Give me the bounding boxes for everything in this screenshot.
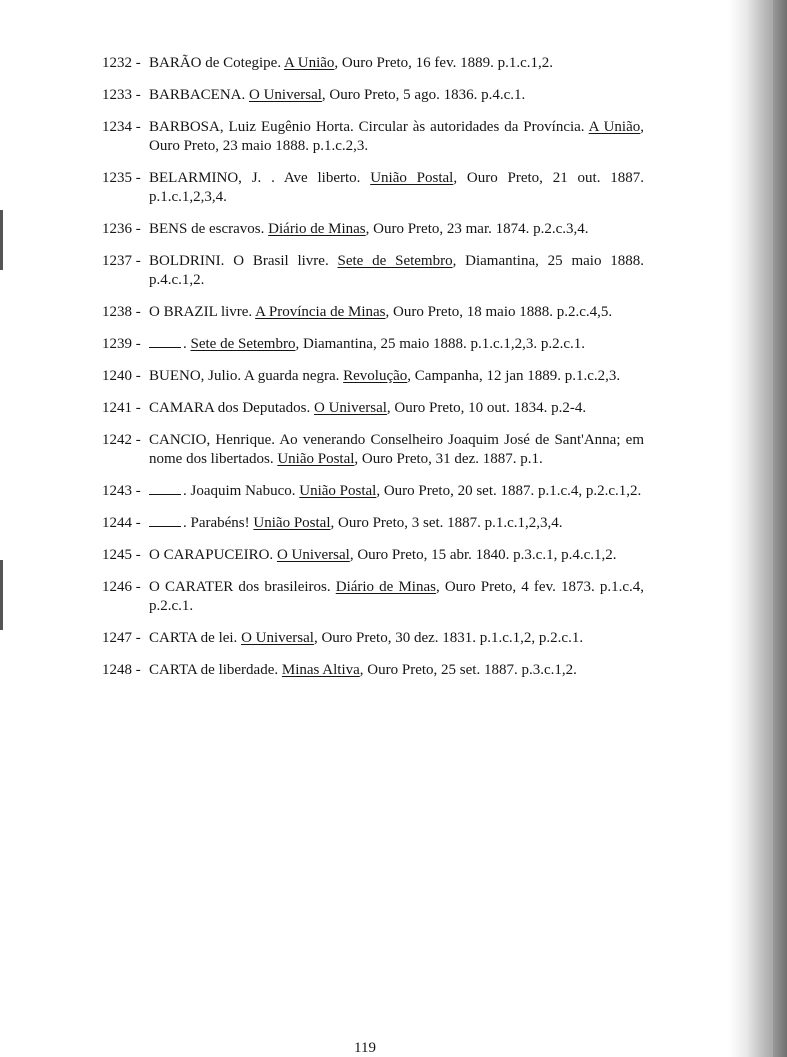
entry-number: 1248 - (102, 662, 141, 678)
entry-title: BOLDRINI. O Brasil livre. (149, 253, 338, 269)
entry-citation: , Ouro Preto, 10 out. 1834. p.2-4. (386, 400, 587, 416)
entry-title: . (183, 336, 191, 352)
entry-title: O CARAPUCEIRO. (149, 547, 277, 563)
entry-number: 1246 - (102, 579, 141, 595)
bibliography-entry (104, 482, 644, 501)
bibliography-entry (104, 431, 644, 469)
entry-number: 1232 - (102, 55, 141, 71)
entry-citation: , Diamantina, 25 maio 1888. p.4.c.1,2. (149, 253, 645, 288)
entry-title: CARTA de liberdade. (149, 662, 282, 678)
entry-number: 1239 - (102, 336, 141, 352)
entry-number: 1242 - (102, 432, 141, 448)
entry-citation: , Ouro Preto, 18 maio 1888. p.2.c.4,5. (385, 304, 613, 320)
entry-title: BARBACENA. (149, 87, 250, 103)
scan-mark (0, 560, 3, 630)
entry-citation: , Ouro Preto, 5 ago. 1836. p.4.c.1. (321, 87, 526, 103)
bibliography-entry (104, 169, 644, 207)
journal-name: A União (588, 119, 641, 135)
entry-title: CANCIO, Henrique. Ao venerando Conselheiro Joaquim José de Sant'Anna; em nome dos libertados. (149, 432, 644, 467)
entry-citation: , Ouro Preto, 3 set. 1887. p.1.c.1,2,3,4. (330, 515, 563, 531)
page-number: 119 (354, 1040, 376, 1056)
entry-title: BARBOSA, Luiz Eugênio Horta. Circular às autoridades da Província. (149, 119, 589, 135)
journal-name: O Universal (314, 400, 387, 416)
entry-number: 1233 - (102, 87, 141, 103)
entry-number: 1236 - (102, 221, 141, 237)
entry-number: 1241 - (102, 400, 141, 416)
entry-number: 1237 - (102, 253, 141, 269)
entry-citation: , Campanha, 12 jan 1889. p.1.c.2,3. (407, 368, 621, 384)
entry-number: 1244 - (102, 515, 141, 531)
entry-number: 1238 - (102, 304, 141, 320)
entry-citation: , Ouro Preto, 20 set. 1887. p.1.c.4, p.2.c.1,2. (376, 483, 642, 499)
bibliography-entry (104, 303, 644, 322)
bibliography-entry (104, 514, 644, 533)
entry-citation: , Ouro Preto, 16 fev. 1889. p.1.c.1,2. (334, 55, 553, 71)
journal-name: União Postal (277, 451, 355, 467)
bibliography-entry (104, 661, 644, 680)
repeated-author-blank (149, 482, 181, 495)
entry-number: 1240 - (102, 368, 141, 384)
scan-mark (0, 210, 3, 270)
bibliography-entry (104, 54, 644, 73)
entry-citation: , Ouro Preto, 31 dez. 1887. p.1. (354, 451, 543, 467)
journal-name: União Postal (299, 483, 377, 499)
bibliography-entry (104, 335, 644, 354)
bibliography-entry (104, 578, 644, 616)
entry-number: 1247 - (102, 630, 141, 646)
journal-name: Minas Altiva (281, 662, 360, 678)
entry-number: 1243 - (102, 483, 141, 499)
entry-title: . Parabéns! (183, 515, 254, 531)
page-edge-dark (773, 0, 787, 1057)
entry-number: 1245 - (102, 547, 141, 563)
entry-title: CARTA de lei. (149, 630, 242, 646)
bibliography-entry (104, 86, 644, 105)
journal-name: A União (284, 55, 335, 71)
journal-name: Revolução (343, 368, 408, 384)
entry-citation: , Diamantina, 25 maio 1888. p.1.c.1,2,3. p.2.c.1. (295, 336, 586, 352)
bibliography-entry (104, 629, 644, 648)
entry-title: . Joaquim Nabuco. (183, 483, 300, 499)
bibliography-entry (104, 399, 644, 418)
entry-title: BARÃO de Cotegipe. (149, 55, 284, 71)
bibliography-entry (104, 252, 644, 290)
entry-title: BENS de escravos. (149, 221, 269, 237)
journal-name: União Postal (370, 170, 454, 186)
entry-title: CAMARA dos Deputados. (149, 400, 315, 416)
entry-citation: , Ouro Preto, 4 fev. 1873. p.1.c.4, p.2.c.1. (149, 579, 644, 614)
journal-name: A Província de Minas (255, 304, 386, 320)
repeated-author-blank (149, 335, 181, 348)
bibliography-entry (104, 220, 644, 239)
entry-citation: , Ouro Preto, 15 abr. 1840. p.3.c.1, p.4.c.1,2. (349, 547, 617, 563)
bibliography-entry (104, 546, 644, 565)
entry-citation: , Ouro Preto, 25 set. 1887. p.3.c.1,2. (359, 662, 577, 678)
repeated-author-blank (149, 514, 181, 527)
entry-number: 1234 - (102, 119, 141, 135)
entry-citation: , Ouro Preto, 23 maio 1888. p.1.c.2,3. (149, 119, 644, 154)
bibliography-entry (104, 118, 644, 156)
journal-name: Sete de Setembro (190, 336, 296, 352)
journal-name: União Postal (253, 515, 331, 531)
entry-title: O CARATER dos brasileiros. (149, 579, 336, 595)
entry-number: 1235 - (102, 170, 141, 186)
entry-title: BELARMINO, J. . Ave liberto. (149, 170, 371, 186)
entry-citation: , Ouro Preto, 21 out. 1887. p.1.c.1,2,3,4. (149, 170, 644, 205)
entry-citation: , Ouro Preto, 23 mar. 1874. p.2.c.3,4. (365, 221, 589, 237)
journal-name: Diário de Minas (335, 579, 436, 595)
journal-name: O Universal (241, 630, 314, 646)
journal-name: Diário de Minas (268, 221, 366, 237)
journal-name: O Universal (249, 87, 322, 103)
entry-title: O BRAZIL livre. (149, 304, 256, 320)
journal-name: O Universal (276, 547, 350, 563)
bibliography-list (104, 54, 644, 693)
journal-name: Sete de Setembro (337, 253, 453, 269)
entry-citation: , Ouro Preto, 30 dez. 1831. p.1.c.1,2, p.2.c.1. (313, 630, 584, 646)
bibliography-entry (104, 367, 644, 386)
entry-title: BUENO, Julio. A guarda negra. (149, 368, 344, 384)
